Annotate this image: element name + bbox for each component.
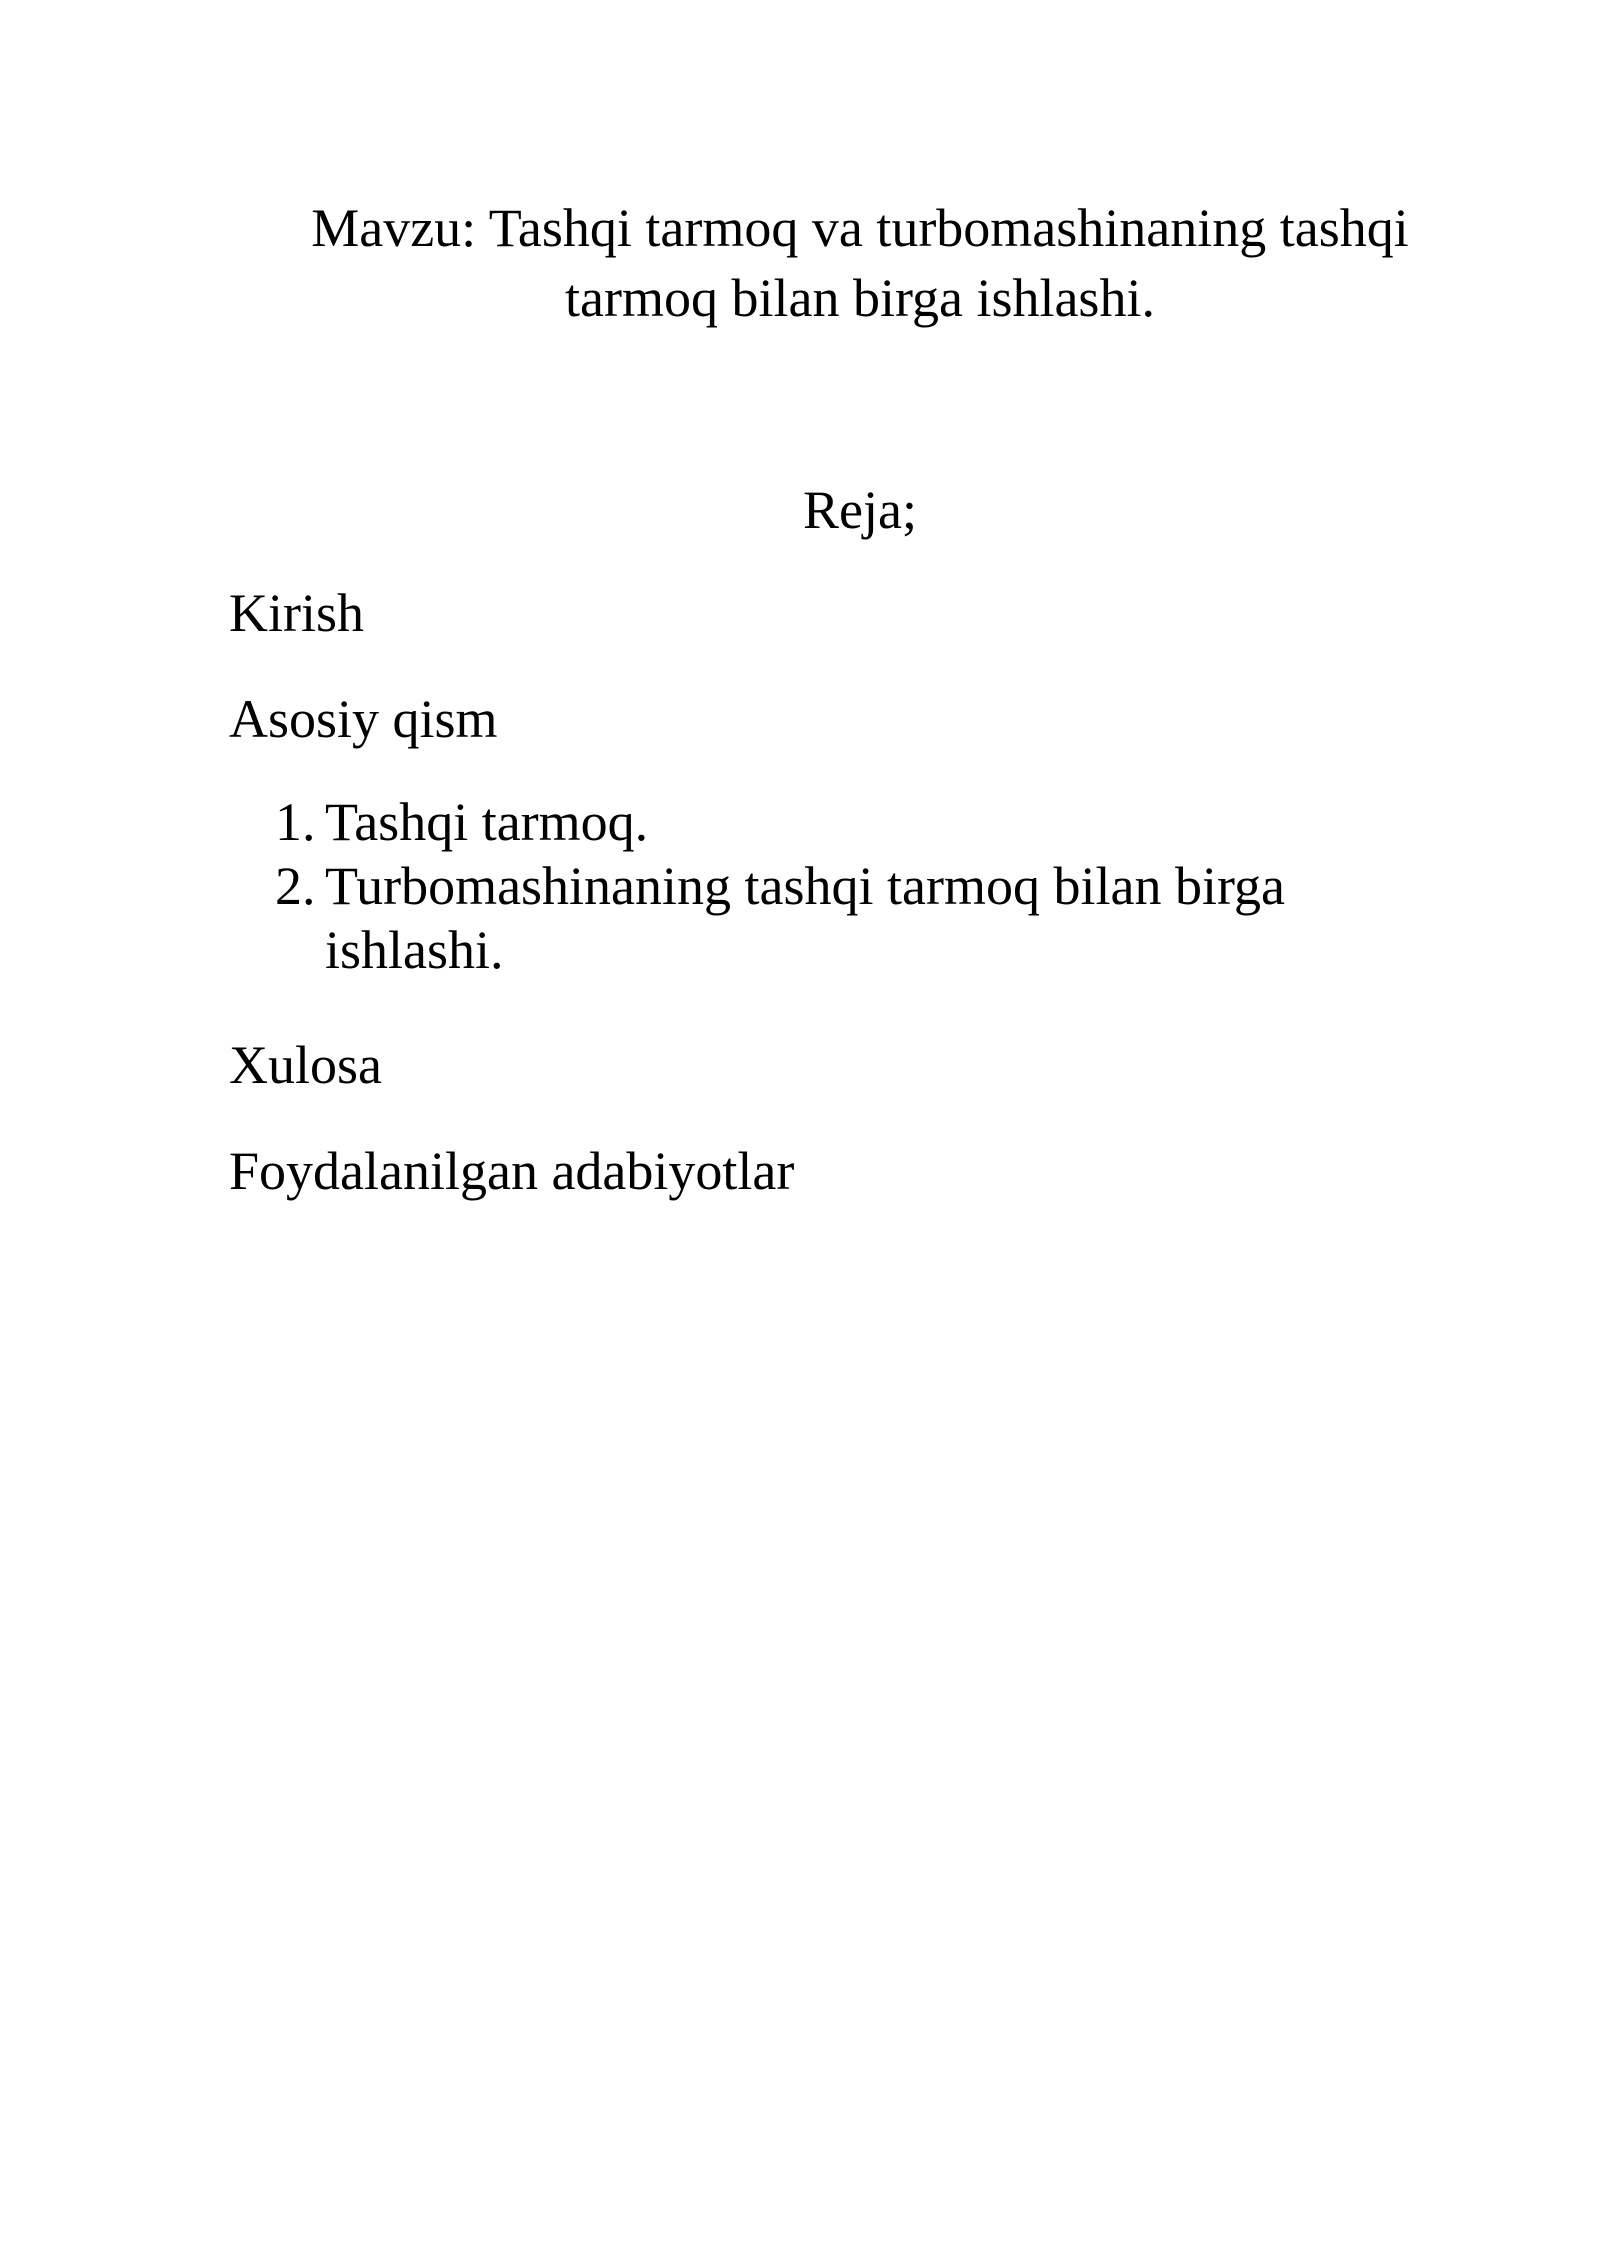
plan-item-references: Foydalanilgan adabiyotlar [229,1141,795,1201]
plan-item-main-part: Asosiy qism [229,689,498,749]
plan-item-conclusion: Xulosa [229,1035,382,1095]
document-title [250,193,1470,333]
list-item [229,790,1469,854]
list-item-text: Turbomashinaning tashqi tarmoq bilan birga ishlashi. [325,856,1285,980]
plan-item-intro: Kirish [229,583,364,643]
title-line-1: Mavzu: Tashqi tarmoq va turbomashinaning tashqi [311,198,1409,258]
list-item [229,854,1469,982]
list-item-text: Tashqi tarmoq. [325,792,649,852]
list-item-number: 1. [275,792,316,852]
main-part-list [229,790,1469,982]
plan-heading: Reja; [803,480,917,540]
title-line-2: tarmoq bilan birga ishlashi. [565,268,1155,328]
list-item-number: 2. [275,856,316,916]
